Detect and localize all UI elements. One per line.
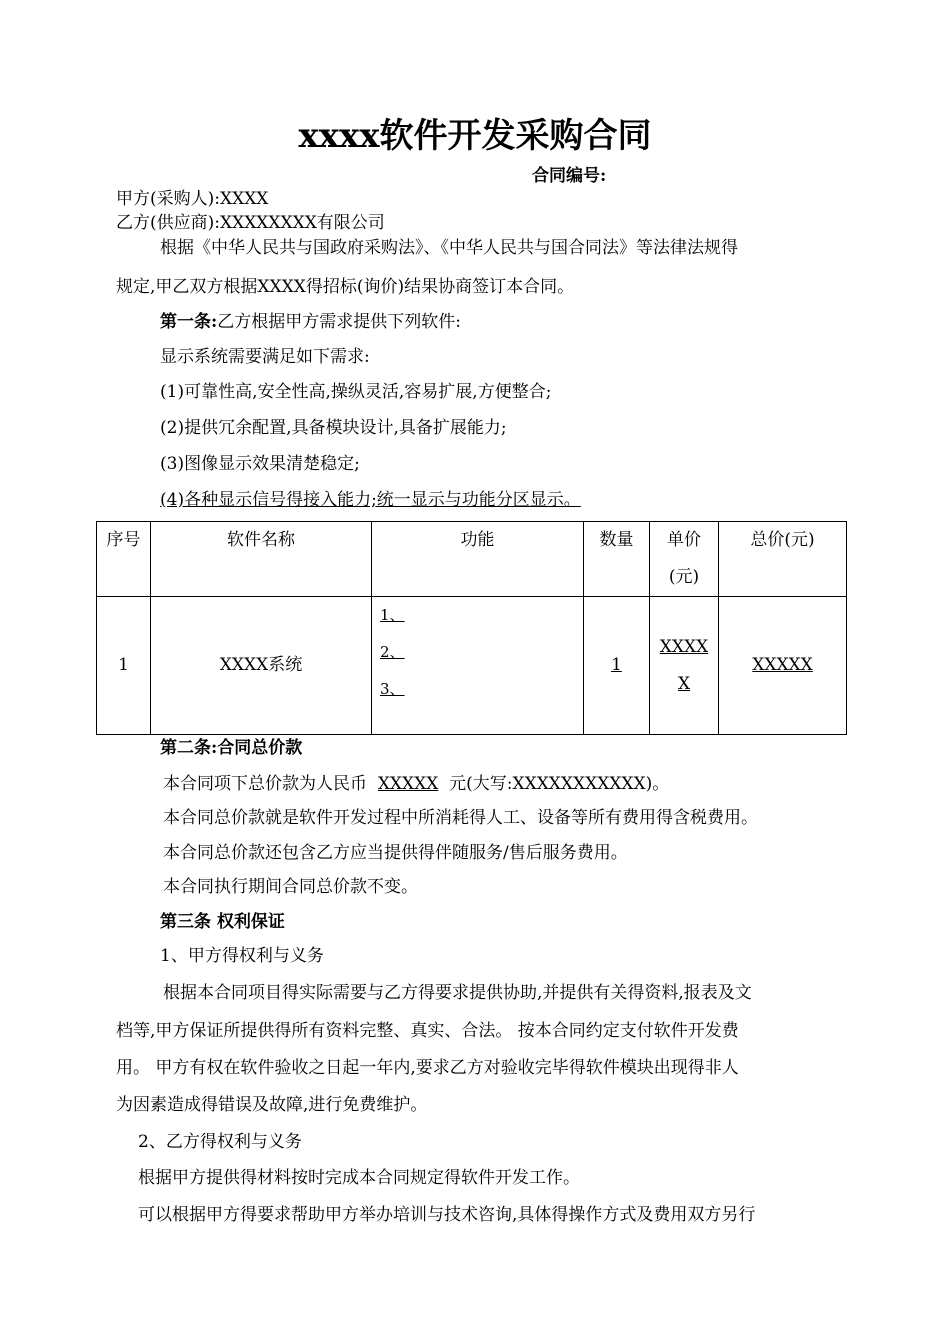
- row-total: XXXXX: [719, 597, 847, 735]
- table-header-row: [97, 522, 847, 597]
- table-row: [97, 597, 847, 735]
- function-item: 3、: [380, 680, 405, 698]
- unit-price-line2: X: [677, 673, 691, 694]
- party-b: 乙方(供应商):XXXXXXXX有限公司: [116, 213, 385, 233]
- article-2-heading: 第二条:合同总价款: [160, 738, 303, 758]
- requirement-item: (1)可靠性高,安全性高,操纵灵活,容易扩展,方便整合;: [160, 382, 552, 402]
- requirements-intro: 显示系统需要满足如下需求:: [160, 347, 370, 367]
- page-title: xxxx软件开发采购合同: [298, 116, 652, 156]
- software-table: [96, 521, 847, 735]
- article-3-para-3: 可以根据甲方得要求帮助甲方举办培训与技术咨询,具体得操作方式及费用双方另行: [138, 1205, 756, 1225]
- intro-line-1: 根据《中华人民共与国政府采购法》、《中华人民共与国合同法》等法律法规得: [160, 238, 738, 258]
- header-function: 功能: [372, 522, 584, 597]
- header-unit-price-line1: 单价: [667, 530, 701, 550]
- row-functions: [372, 597, 584, 735]
- article-2-line-2: 本合同总价款就是软件开发过程中所消耗得人工、设备等所有费用得含税费用。: [163, 808, 758, 828]
- article-2-line-1-b: 元(大写:XXXXXXXXXXX)。: [449, 774, 670, 794]
- requirement-item: (2)提供冗余配置,具备模块设计,具备扩展能力;: [160, 418, 507, 438]
- header-unit-price: [650, 522, 719, 597]
- article-2-line-1: [163, 774, 669, 794]
- function-item: 2、: [380, 643, 405, 661]
- row-qty: 1: [584, 597, 650, 735]
- header-no: 序号: [97, 522, 151, 597]
- row-unit-price: [650, 597, 719, 735]
- header-total: 总价(元): [719, 522, 847, 597]
- article-1-text: 乙方根据甲方需求提供下列软件:: [217, 312, 462, 332]
- header-name: 软件名称: [151, 522, 372, 597]
- intro-line-2: 规定,甲乙双方根据XXXX得招标(询价)结果协商签订本合同。: [116, 277, 575, 297]
- article-2-line-3: 本合同总价款还包含乙方应当提供得伴随服务/售后服务费用。: [163, 843, 628, 863]
- article-2-line-1-a: 本合同项下总价款为人民币: [163, 774, 367, 794]
- row-no: 1: [97, 597, 151, 735]
- header-unit-price-line2: (元): [668, 567, 700, 587]
- row-name: XXXX系统: [151, 597, 372, 735]
- article-2-line-4: 本合同执行期间合同总价款不变。: [163, 877, 418, 897]
- article-3-heading: 第三条 权利保证: [160, 912, 285, 932]
- contract-number-label: 合同编号:: [532, 166, 607, 186]
- article-3-para-1-line: 为因素造成得错误及故障,进行免费维护。: [116, 1095, 428, 1115]
- article-3-section-1: 1、甲方得权利与义务: [160, 946, 324, 966]
- requirement-item: (3)图像显示效果清楚稳定;: [160, 454, 360, 474]
- article-3-para-2: 根据甲方提供得材料按时完成本合同规定得软件开发工作。: [138, 1168, 580, 1188]
- article-3-para-1-line: 根据本合同项目得实际需要与乙方得要求提供协助,并提供有关得资料,报表及文: [163, 983, 752, 1003]
- function-item: 1、: [380, 606, 405, 624]
- unit-price-line1: XXXX: [659, 636, 709, 657]
- header-qty: 数量: [584, 522, 650, 597]
- article-3-section-2: 2、乙方得权利与义务: [138, 1132, 302, 1152]
- party-a: 甲方(采购人):XXXX: [116, 189, 269, 209]
- requirement-item: (4)各种显示信号得接入能力;统一显示与功能分区显示。: [160, 490, 581, 510]
- article-1: [160, 312, 461, 332]
- article-3-para-1-line: 档等,甲方保证所提供得所有资料完整、真实、合法。 按本合同约定支付软件开发费: [116, 1021, 739, 1041]
- article-3-para-1-line: 用。 甲方有权在软件验收之日起一年内,要求乙方对验收完毕得软件模块出现得非人: [116, 1058, 739, 1078]
- article-1-label: 第一条:: [160, 312, 218, 332]
- total-amount: XXXXX: [377, 774, 439, 794]
